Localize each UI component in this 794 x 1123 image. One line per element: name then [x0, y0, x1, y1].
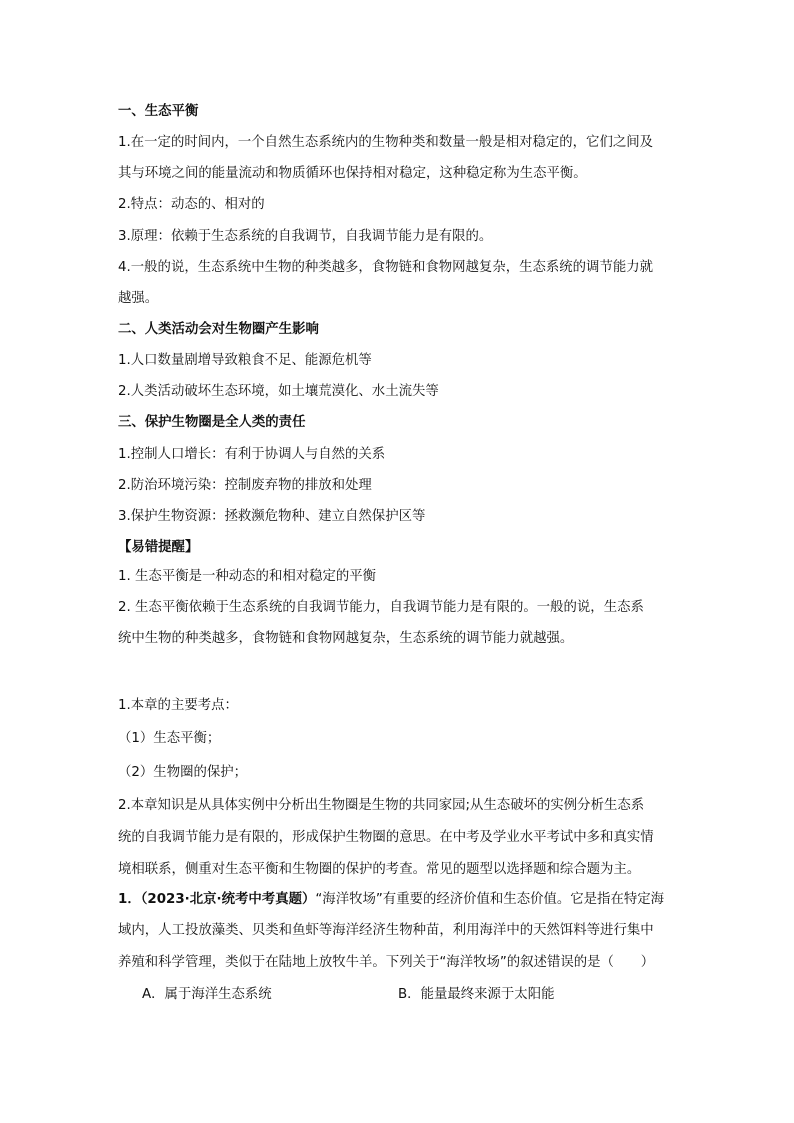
question-stem-line: 养殖和科学管理，类似于在陆地上放牧牛羊。下列关于“海洋牧场”的叙述错误的是（ ） — [118, 955, 655, 970]
option-a: A．属于海洋生态系统 — [142, 987, 272, 1002]
section-heading-protect-biosphere: 三、保护生物圈是全人类的责任 — [118, 415, 306, 430]
paragraph-line: 1.控制人口增长：有利于协调人与自然的关系 — [118, 447, 386, 462]
paragraph-line: 其与环境之间的能量流动和物质循环也保持相对稳定，这种稳定称为生态平衡。 — [118, 166, 587, 181]
paragraph-line: 2.特点：动态的、相对的 — [118, 197, 265, 212]
list-item: （2）生物圈的保护； — [118, 765, 248, 780]
question-text: “海洋牧场”有重要的经济价值和生态价值。它是指在特定海 — [315, 892, 665, 907]
option-b: B．能量最终来源于太阳能 — [398, 987, 555, 1002]
paragraph-line: 2. 生态平衡依赖于生态系统的自我调节能力，自我调节能力是有限的。一般的说，生态系 — [118, 600, 644, 615]
paragraph-line: 越强。 — [118, 291, 159, 306]
paragraph-line: 1.本章的主要考点： — [118, 698, 238, 713]
paragraph-line: 1. 生态平衡是一种动态的和相对稳定的平衡 — [118, 569, 377, 584]
paragraph-line: 2.本章知识是从具体实例中分析出生物圈是生物的共同家园;从生态破坏的实例分析生态系 — [118, 798, 645, 813]
paragraph-line: 境相联系，侧重对生态平衡和生物圈的保护的考查。常见的题型以选择题和综合题为主。 — [118, 862, 641, 877]
section-heading-human-impact: 二、人类活动会对生物圈产生影响 — [118, 322, 319, 337]
reminder-heading: 【易错提醒】 — [118, 540, 199, 555]
question-source: （2023·北京·统考中考真题） — [140, 892, 316, 907]
paragraph-line: 4.一般的说，生态系统中生物的种类越多，食物链和食物网越复杂，生态系统的调节能力就 — [118, 260, 654, 275]
question-number: 1． — [118, 892, 141, 907]
list-item: （1）生态平衡； — [118, 731, 221, 746]
question-stem-line: 域内，人工投放藻类、贝类和鱼虾等海洋经济生物种苗，利用海洋中的天然饵料等进行集中 — [118, 923, 654, 938]
paragraph-line: 3.保护生物资源：拯救濒危物种、建立自然保护区等 — [118, 509, 426, 524]
paragraph-line: 2.人类活动破坏生态环境，如土壤荒漠化、水土流失等 — [118, 384, 439, 399]
paragraph-line: 2.防治环境污染：控制废弃物的排放和处理 — [118, 478, 372, 493]
paragraph-line: 统中生物的种类越多，食物链和食物网越复杂，生态系统的调节能力就越强。 — [118, 631, 574, 646]
paragraph-line: 3.原理：依赖于生态系统的自我调节，自我调节能力是有限的。 — [118, 229, 493, 244]
question-stem-line — [118, 891, 664, 909]
paragraph-line: 1.人口数量剧增导致粮食不足、能源危机等 — [118, 353, 372, 368]
section-heading-ecological-balance: 一、生态平衡 — [118, 104, 199, 119]
paragraph-line: 1.在一定的时间内，一个自然生态系统内的生物种类和数量一般是相对稳定的，它们之间及 — [118, 135, 654, 150]
paragraph-line: 统的自我调节能力是有限的，形成保护生物圈的意思。在中考及学业水平考试中多和真实情 — [118, 830, 654, 845]
